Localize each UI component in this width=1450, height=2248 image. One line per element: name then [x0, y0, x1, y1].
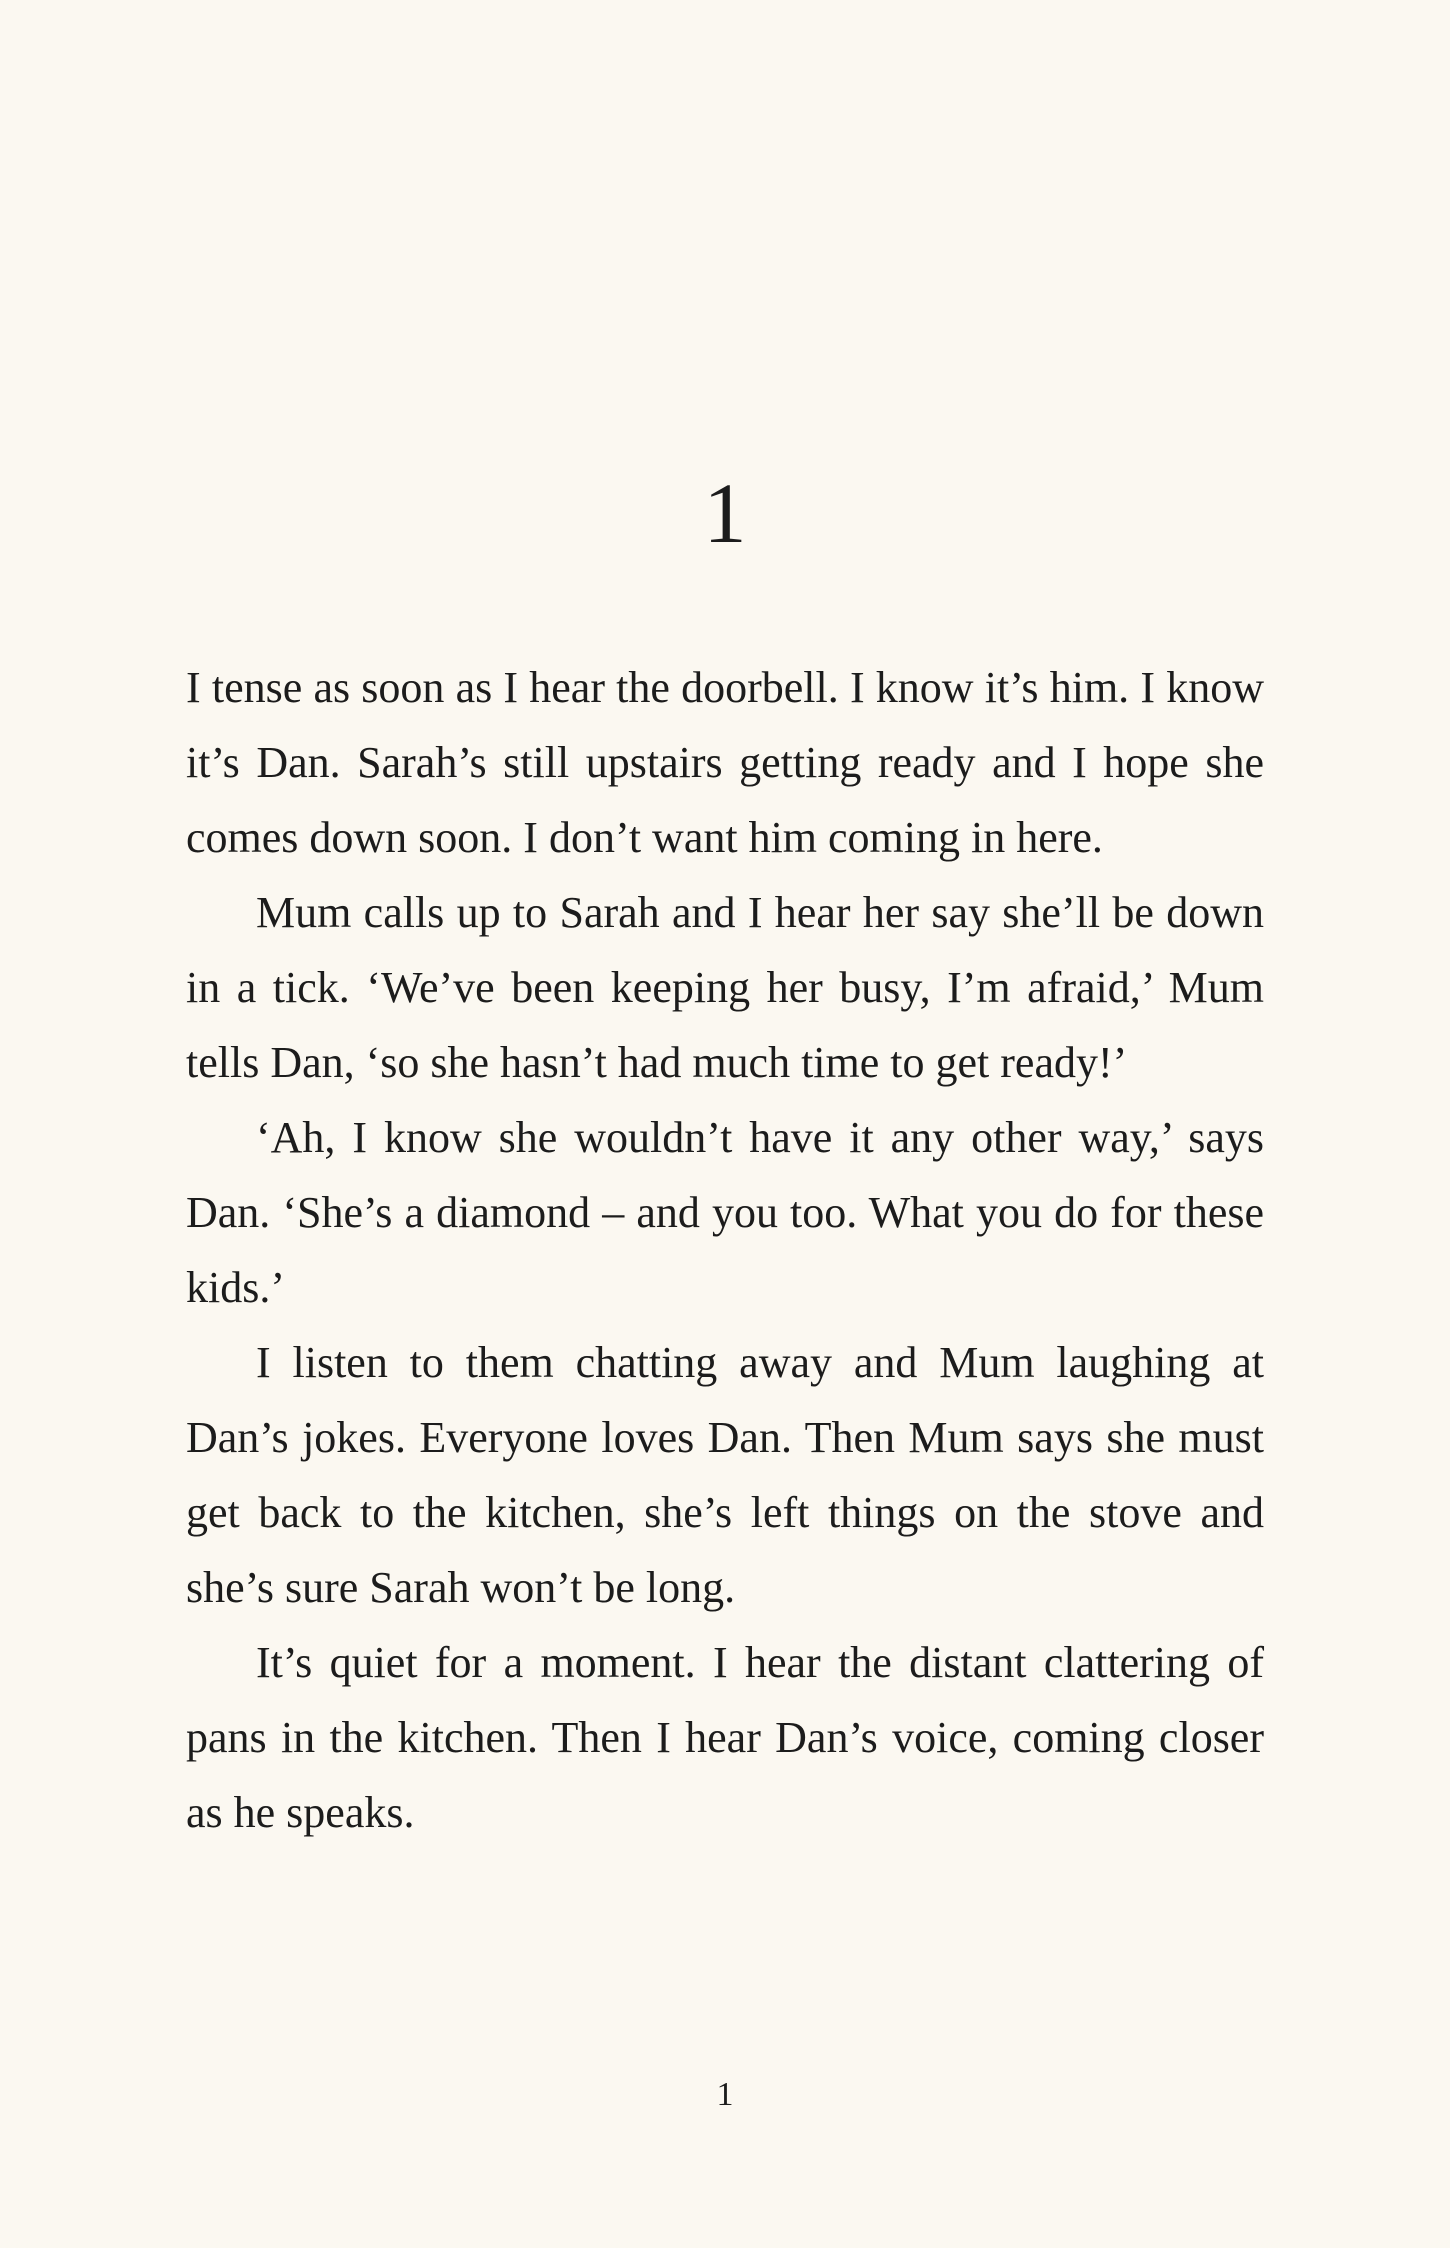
- paragraph-3: ‘Ah, I know she wouldn’t have it any other way,’ says Dan. ‘She’s a diamond – and you too. What you do for these kids.’: [186, 1113, 1264, 1312]
- paragraph-5: It’s quiet for a moment. I hear the distant clattering of pans in the kitchen. Then I hear Dan’s voice, coming closer as he speaks.: [186, 1638, 1264, 1837]
- paragraph-2: Mum calls up to Sarah and I hear her say she’ll be down in a tick. ‘We’ve been keeping her busy, I’m afraid,’ Mum tells Dan, ‘so she hasn’t had much time to get ready!’: [186, 888, 1264, 1087]
- chapter-number: 1: [703, 465, 747, 561]
- page-number: 1: [716, 2076, 734, 2113]
- paragraph-4: I listen to them chatting away and Mum laughing at Dan’s jokes. Everyone loves Dan. Then Mum says she must get back to the kitchen, she’s left things on the stove and she’s sure Sarah won’t be long.: [186, 1338, 1264, 1612]
- paragraph-1: I tense as soon as I hear the doorbell. I know it’s him. I know it’s Dan. Sarah’s still upstairs getting ready and I hope she comes down soon. I don’t want him coming in here.: [186, 663, 1264, 862]
- chapter-body: [186, 650, 1264, 1850]
